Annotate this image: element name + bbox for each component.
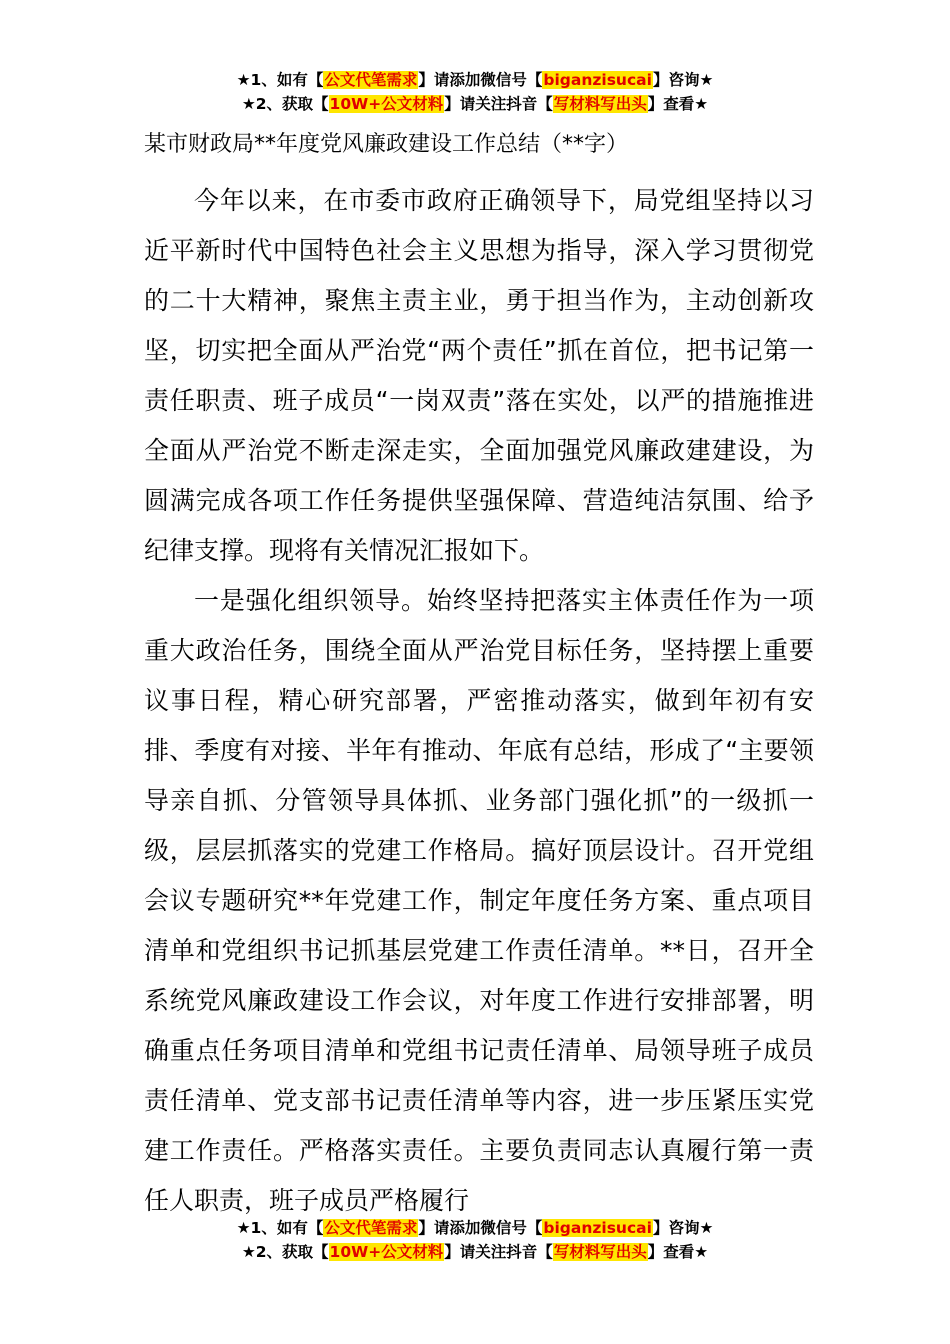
highlight-wechat-id-bottom: biganzisucai (543, 1219, 652, 1237)
highlight-materials-bottom: 10W+公文材料 (329, 1243, 444, 1261)
highlight-service: 公文代笔需求 (324, 71, 418, 89)
promo-line-2: ★2、获取【10W+公文材料】请关注抖音【写材料写出头】查看★ (241, 95, 709, 113)
highlight-wechat-id: biganzisucai (543, 71, 652, 89)
promo-line-1-bottom: ★1、如有【公文代笔需求】请添加微信号【biganzisucai】咨询★ (236, 1219, 714, 1237)
highlight-materials: 10W+公文材料 (329, 95, 444, 113)
paragraph-organization: 一是强化组织领导。始终坚持把落实主体责任作为一项重大政治任务，围绕全面从严治党目标任务，坚持摆上重要议事日程，精心研究部署，严密推动落实，做到年初有安排、季度有对接、半年有推动、年底有总结，形成了“主要领导亲自抓、分管领导具体抓、业务部门强化抓”的一级抓一级，层层抓落实的党建工作格局。搞好顶层设计。召开党组会议专题研究**年党建工作，制定年度任务方案、重点项目清单和党组织书记抓基层党建工作责任清单。**日，召开全系统党风廉政建设工作会议，对年度工作进行安排部署，明确重点任务项目清单和党组书记责任清单、局领导班子成员责任清单、党支部书记责任清单等内容，进一步压紧压实党建工作责任。严格落实责任。主要负责同志认真履行第一责任人职责，班子成员严格履行 (144, 586, 814, 1215)
promo-line-2-bottom: ★2、获取【10W+公文材料】请关注抖音【写材料写出头】查看★ (241, 1243, 709, 1261)
paragraph-intro: 今年以来，在市委市政府正确领导下，局党组坚持以习近平新时代中国特色社会主义思想为指导，深入学习贯彻党的二十大精神，聚焦主责主业，勇于担当作为，主动创新攻坚，切实把全面从严治党“两个责任”抓在首位，把书记第一责任职责、班子成员“一岗双责”落在实处，以严的措施推进全面从严治党不断走深走实，全面加强党风廉政建建设，为圆满完成各项工作任务提供坚强保障、营造纯洁氛围、给予纪律支撑。现将有关情况汇报如下。 (144, 186, 814, 565)
document-body (144, 176, 814, 1226)
document-title: 某市财政局**年度党风廉政建设工作总结（**字） (144, 132, 629, 157)
highlight-douyin-bottom: 写材料写出头 (553, 1243, 647, 1261)
promo-banner-bottom (0, 1216, 950, 1264)
promo-banner-top (0, 68, 950, 116)
promo-line-1: ★1、如有【公文代笔需求】请添加微信号【biganzisucai】咨询★ (236, 71, 714, 89)
highlight-douyin: 写材料写出头 (553, 95, 647, 113)
highlight-service-bottom: 公文代笔需求 (324, 1219, 418, 1237)
